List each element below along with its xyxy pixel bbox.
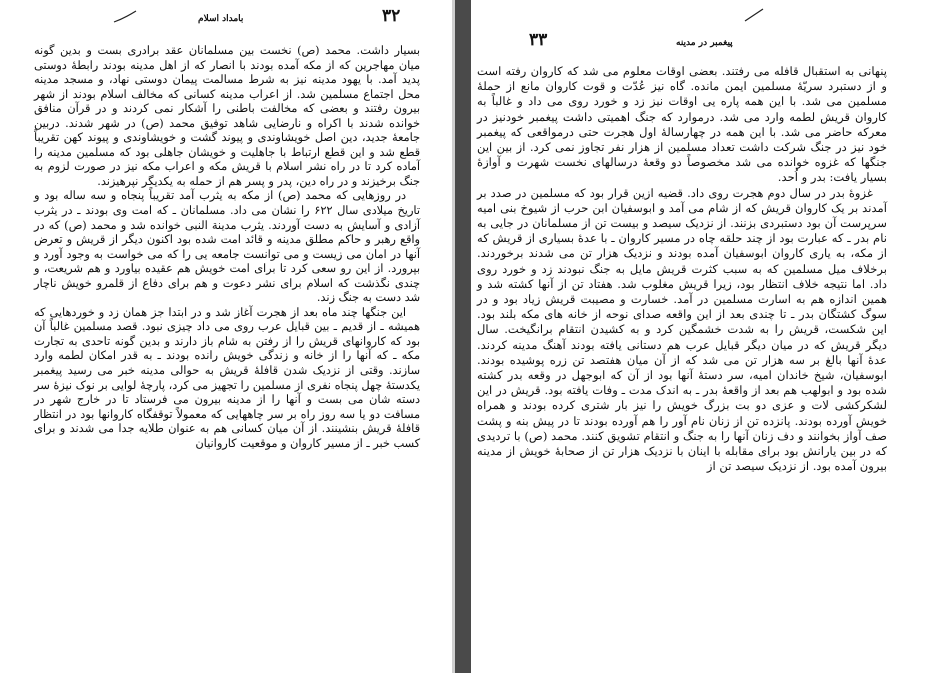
paragraph: بسیار داشت. محمد (ص) نخست بین مسلمانان عقد برادری بست و بدین گونه میان مهاجرین که از مکه آمده بودند با انصار که از اهل مدینه بودند رابطهٔ دوستی پدید آمد. با یهود مدینه نیز به شرط مسالمت پیمان دوستی نهاد، و مسجد مدینه محل اجتماع مسلمین شد. از اعراب مدینه کسانی که مخالف اسلام بودند از شهر بیرون رفتند و بعضی که مخالفت باطنی را آشکار نمی کردند و در قرآن منافق خوانده شدند با اکراه و نارضایی شاهد توفیق محمد (ص) در شهر شدند. دربین جامعهٔ جدید، دین اصل خویشاوندی و پیوند گشت و خویشاوندی و پیوند کهن تقریباً قطع شد و این قطع ارتباط با جاهلیت و خویشان جاهلی بود که مسلمین مدینه را آماده کرد تا در راه نشر اسلام با قریش مکه و اعراب مکه نیز در صورت لزوم به جنگ برخیزند و در راه دین، پدر و پسر هم از حمله به یکدیگر نپرهیزند. xyxy=(34,44,420,188)
right-page-header xyxy=(471,30,935,56)
left-page-body xyxy=(34,44,420,451)
paragraph: پنهانی به استقبال قافله می رفتند. بعضی اوقات معلوم می شد که کاروان رفته است و از دستبرد سریّهٔ مسلمین ایمن مانده. گاه نیز عُدّت و قوت کاروان مانع از حملهٔ مسلمین می شد. با این همه پاره یی اوقات نیز زد و خورد روی می داد و غالباً به کاروان قریش لطمه وارد می شد. درموارد که جنگ اهمیتی داشت پیغمبر خودنیز در معرکه حاضر می شد. با این همه در چهارسالهٔ اول هجرت حتی درمواقعی که پیغمبر خود نیز در جنگ شرکت داشت تعداد مسلمین از هزار نفر تجاوز نمی کرد. از بین این جنگها که غزوه خوانده می شد مخصوصاً دو وقعهٔ درسالهای نخست شهرت و آوازهٔ بسیار یافت: بدر و اُحد. xyxy=(477,64,887,185)
book-gutter xyxy=(455,0,471,673)
paragraph: غزوهٔ بدر در سال دوم هجرت روی داد. قضیه ازین قرار بود که مسلمین در صدد بر آمدند بر یک کاروان قریش که از شام می آمد و ابوسفیان ابن حرب از شیوخ بنی امیه سرپرست آن بود دستبردی بزنند. از نزدیک سیصد و بیست تن از مسلمانان در جایی به نام بدر ـ که عبارت بود از چند حلقه چاه در مسیر کاروان ـ با عدهٔ بسیاری از قریش که از مکه، به یاری کاروان ابوسفیان آمده بودند و نزدیک هزار تن می شدند برخوردند. برخلاف میل مسلمین که به سبب کثرت قریش مایل به جنگ نبودند زد و خورد روی داد. اما نتیجه خلاف انتظار بود، زیرا قریش مغلوب شد. هفتاد تن از آنها کشته شد و همین اندازه هم به اسارت مسلمین در آمد. خسارت و مصیبت قریش زیاد بود و در سوگ کشتگان بدر ـ تا چندی بعد از این واقعه صدای نوحه از خانه های مکه بلند بود. این شکست، قریش را به شدت خشمگین کرد و به کشیدن انتقام برانگیخت. سال دیگر قریش که در میان دیگر قبایل عرب هم دستانی یافته بودند آهنگ مدینه کردند. عدهٔ آنها بالغ بر سه هزار تن می شد که از آن میان هفتصد تن زره پوشیده بودند. ابوسفیان، شیخ خاندان امیه، سر دستهٔ آنها بود از آن که ابوجهل در وقعه بدر کشته شده بود و ابولهب هم بعد از واقعهٔ بدر ـ به اندک مدت ـ وفات یافته بود. قریش در این لشکرکشی لات و عزی دو بت بزرگ خویش را نیز بار شتری کرده بودند و همراه خویش آورده بودند. پانزده تن از زنان نام آور را هم آورده بودند تا در پیش بنه و پشت صف آواز بخوانند و دف زنان آنها را به جنگ و انتقام تشویق کنند. محمد (ص) با تردیدی که در بین یارانش بود برای مقابله با اینان با نزدیک هزار تن از صحابهٔ خویش از مدینه بیرون آمده بود. از نزدیک سیصد تن از xyxy=(477,185,887,474)
decorative-stroke-icon xyxy=(739,8,765,22)
page-number: ۳۲ xyxy=(382,6,401,26)
page-number: ۳۳ xyxy=(529,30,548,50)
right-page-body xyxy=(477,64,887,474)
decorative-stroke-icon xyxy=(112,10,138,24)
running-title: بامداد اسلام xyxy=(198,14,244,24)
left-page-header xyxy=(0,6,455,32)
left-page xyxy=(0,0,455,673)
right-page xyxy=(471,0,935,673)
running-title: پیغمبر در مدینه xyxy=(676,38,733,48)
paragraph: در روزهایی که محمد (ص) از مکه به یثرب آمد تقریباً پنجاه و سه ساله بود و تاریخ میلادی سال ۶۲۲ را نشان می داد. مسلمانان ـ که امت وی بودند ـ در یثرب آزادی و آسایش به دست آوردند. یثرب مدینة النبی خوانده شد و محمد (ص) که در واقع رهبر و حاکم مطلق مدینه و قائد امت شده بود اکنون دیگر از قریش و تعرض آنها در امان می زیست و می توانست جامعه یی را که می خواست به وجود آورد و بپرورد. از این رو سعی کرد تا برای امت خویش هم عقیده بیاورد و هم شریعت، و چندی نگذشت که اسلام برای نشر دعوت و هم برای دفاع از قلمرو خویش ناچار شد دست به جنگ زند. xyxy=(34,189,420,305)
paragraph: این جنگها چند ماه بعد از هجرت آغاز شد و در ابتدا جز همان زد و خوردهایی که همیشه ـ از قدیم ـ بین قبایل عرب روی می داد چیزی نبود. قصد مسلمین غالباً آن بود که کاروانهای قریش را از رفتن به شام باز دارند و بدین گونه تاحدی به تجارت مکه ـ که آنها را از خانه و زندگی خویش رانده بودند ـ به قدر امکان لطمه وارد سازند. وقتی از نزدیک شدن قافلهٔ قریش به حوالی مدینه خبر می رسید پیغمبر یکدستهٔ چهل پنجاه نفری از مسلمین را تجهیز می کرد، پارچهٔ لوایی بر نوک نیزهٔ سر دسته شان می بست و آنها را از مدینه بیرون می فرستاد تا در خارج شهر در مسافت دو یا سه روز راه بر سر چاههایی که معمولاً توقفگاه کاروانها بود در انتظار قافلهٔ قریش بنشینند. از آن میان کسانی هم به عنوان طلایه جدا می شدند و برای کسب خبر ـ از مسیر کاروان و موقعیت کاروانیان xyxy=(34,305,420,450)
